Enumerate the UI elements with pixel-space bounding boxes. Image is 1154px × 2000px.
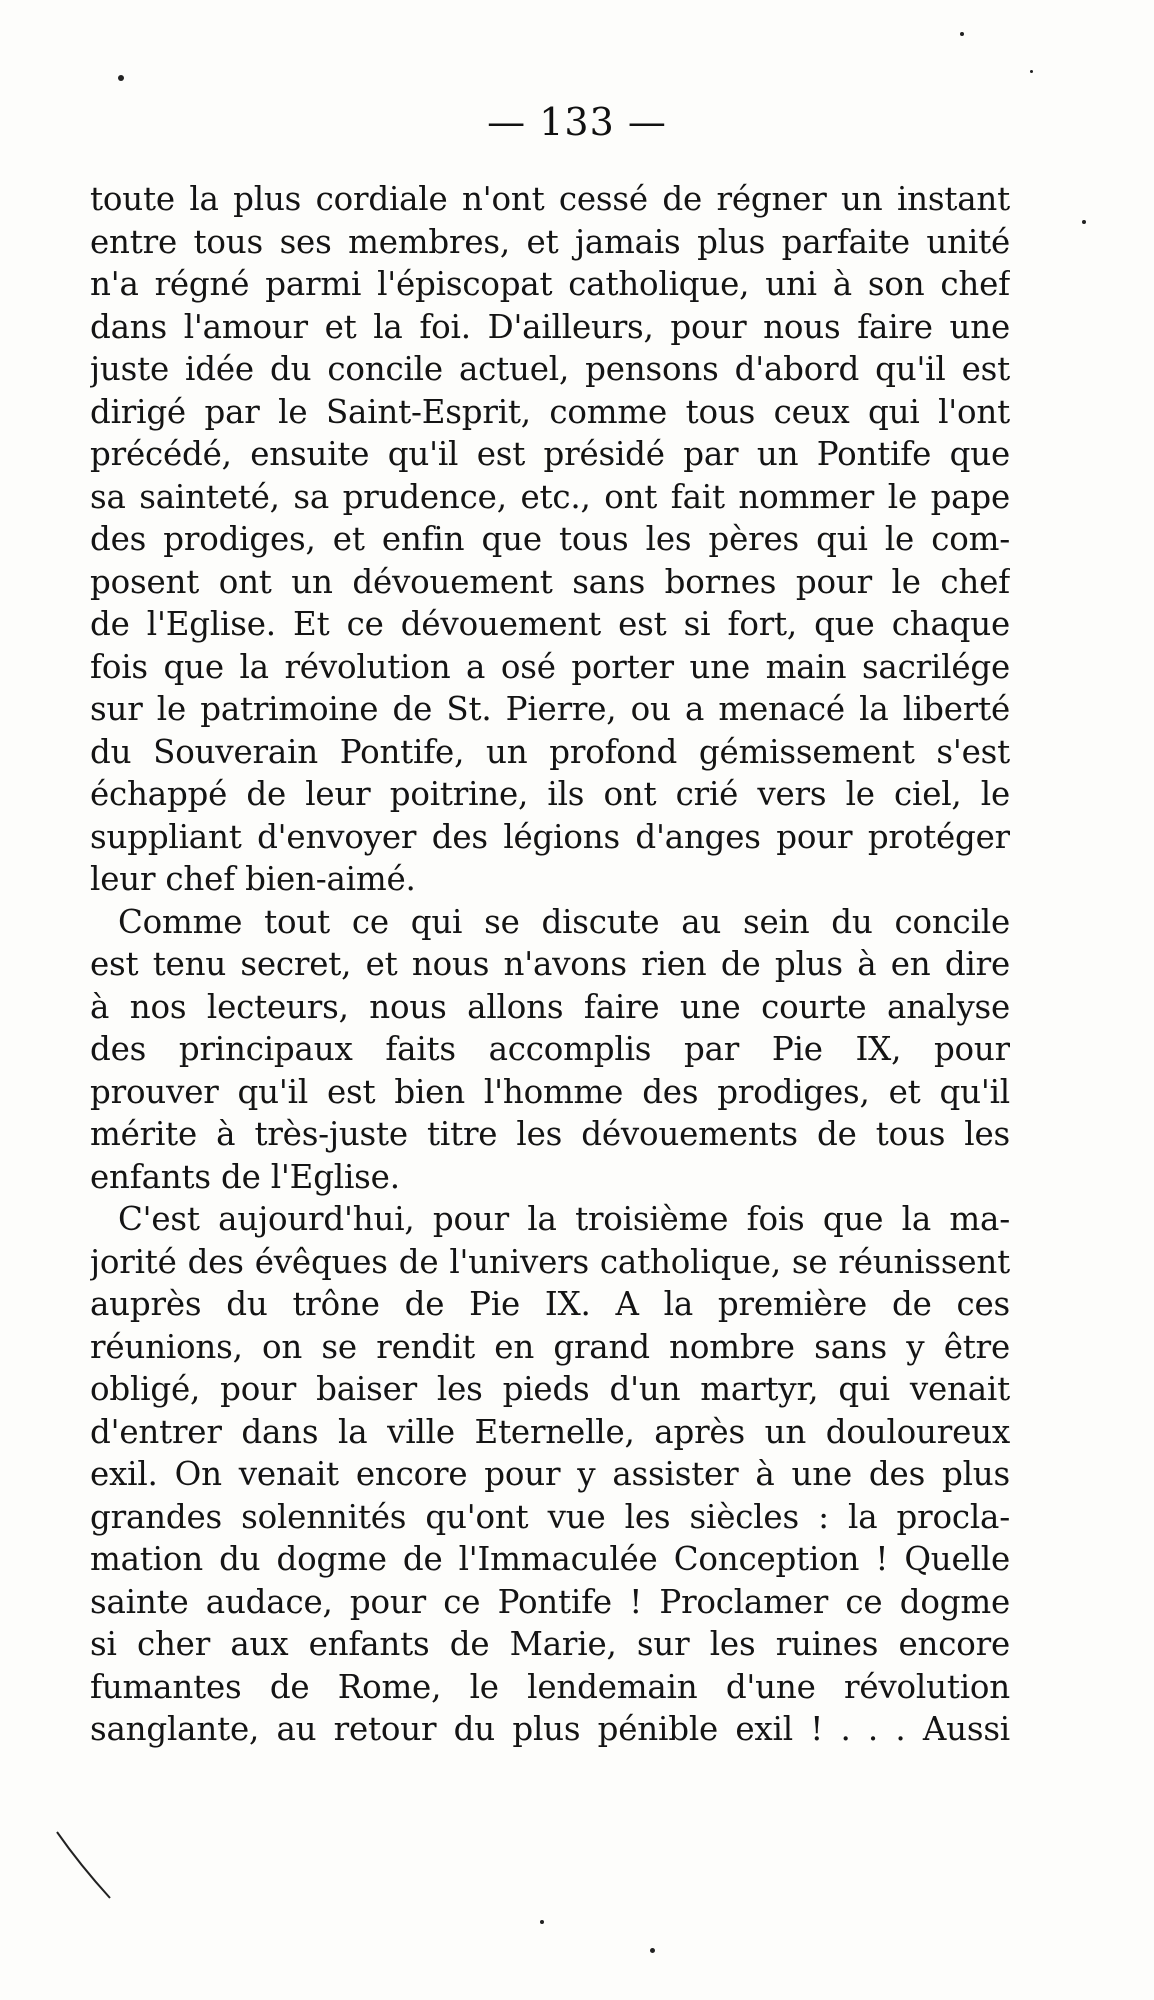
text-line: sur le patrimoine de St. Pierre, ou a menacé la liberté — [90, 690, 1010, 728]
text-line: juste idée du concile actuel, pensons d'abord qu'il est — [90, 350, 1010, 388]
text-line: entre tous ses membres, et jamais plus parfaite unité — [90, 222, 1010, 261]
paragraph-start-line: Comme tout ce qui se discute au sein du concile — [118, 902, 1010, 941]
text-line: toute la plus cordiale n'ont cessé de régner un instant — [90, 180, 1010, 218]
text-line: auprès du trône de Pie IX. A la première de ces — [90, 1285, 1010, 1323]
ink-speck — [118, 75, 124, 81]
text-line: du Souverain Pontife, un profond gémissement s'est — [90, 732, 1010, 771]
text-line: exil. On venait encore pour y assister à une des plus — [90, 1455, 1010, 1493]
paragraph-start-line: C'est aujourd'hui, pour la troisième fois que la ma- — [118, 1200, 1010, 1238]
text-line: fumantes de Rome, le lendemain d'une révolution — [90, 1667, 1010, 1706]
ink-speck — [650, 1948, 655, 1953]
text-line: posent ont un dévouement sans bornes pour le chef — [90, 562, 1010, 601]
text-line: grandes solennités qu'ont vue les siècles : la procla- — [90, 1497, 1010, 1536]
text-line: des principaux faits accomplis par Pie IX, pour — [90, 1030, 1010, 1068]
text-line: sainte audace, pour ce Pontife ! Proclamer ce dogme — [90, 1582, 1010, 1621]
text-line: est tenu secret, et nous n'avons rien de plus à en dire — [90, 945, 1010, 983]
body-text — [90, 178, 1010, 1751]
text-line: jorité des évêques de l'univers catholique, se réunissent — [90, 1242, 1010, 1281]
text-line: sa sainteté, sa prudence, etc., ont fait nommer le pape — [90, 477, 1010, 516]
text-line: mérite à très-juste titre les dévouements de tous les — [90, 1115, 1010, 1153]
text-line: sanglante, au retour du plus pénible exil ! . . . Aussi — [90, 1710, 1010, 1748]
ink-speck — [960, 32, 964, 36]
text-line: si cher aux enfants de Marie, sur les ruines encore — [90, 1625, 1010, 1663]
ink-speck — [540, 1920, 544, 1924]
text-line: fois que la révolution a osé porter une main sacrilége — [90, 647, 1010, 686]
text-line: à nos lecteurs, nous allons faire une courte analyse — [90, 987, 1010, 1026]
text-line: obligé, pour baiser les pieds d'un martyr, qui venait — [90, 1370, 1010, 1408]
paragraph-end-line: enfants de l'Eglise. — [90, 1157, 400, 1196]
text-line: échappé de leur poitrine, ils ont crié vers le ciel, le — [90, 775, 1010, 813]
pen-stroke-mark — [55, 1830, 115, 1900]
page-number: — 133 — — [487, 100, 667, 144]
text-line: mation du dogme de l'Immaculée Conception ! Quelle — [90, 1540, 1010, 1578]
text-line: d'entrer dans la ville Eternelle, après un douloureux — [90, 1412, 1010, 1451]
text-line: de l'Eglise. Et ce dévouement est si fort, que chaque — [90, 605, 1010, 643]
text-line: précédé, ensuite qu'il est présidé par un Pontife que — [90, 435, 1010, 473]
paragraph-end-line: leur chef bien-aimé. — [90, 860, 416, 898]
ink-speck — [1030, 70, 1033, 73]
text-line: n'a régné parmi l'épiscopat catholique, uni à son chef — [90, 265, 1010, 303]
text-line: réunions, on se rendit en grand nombre sans y être — [90, 1327, 1010, 1366]
text-line: dans l'amour et la foi. D'ailleurs, pour nous faire une — [90, 307, 1010, 346]
text-line: suppliant d'envoyer des légions d'anges pour protéger — [90, 817, 1010, 856]
text-line: prouver qu'il est bien l'homme des prodiges, et qu'il — [90, 1072, 1010, 1111]
text-line: dirigé par le Saint-Esprit, comme tous ceux qui l'ont — [90, 392, 1010, 431]
ink-speck — [1082, 220, 1086, 224]
text-line: des prodiges, et enfin que tous les pères qui le com- — [90, 520, 1010, 558]
